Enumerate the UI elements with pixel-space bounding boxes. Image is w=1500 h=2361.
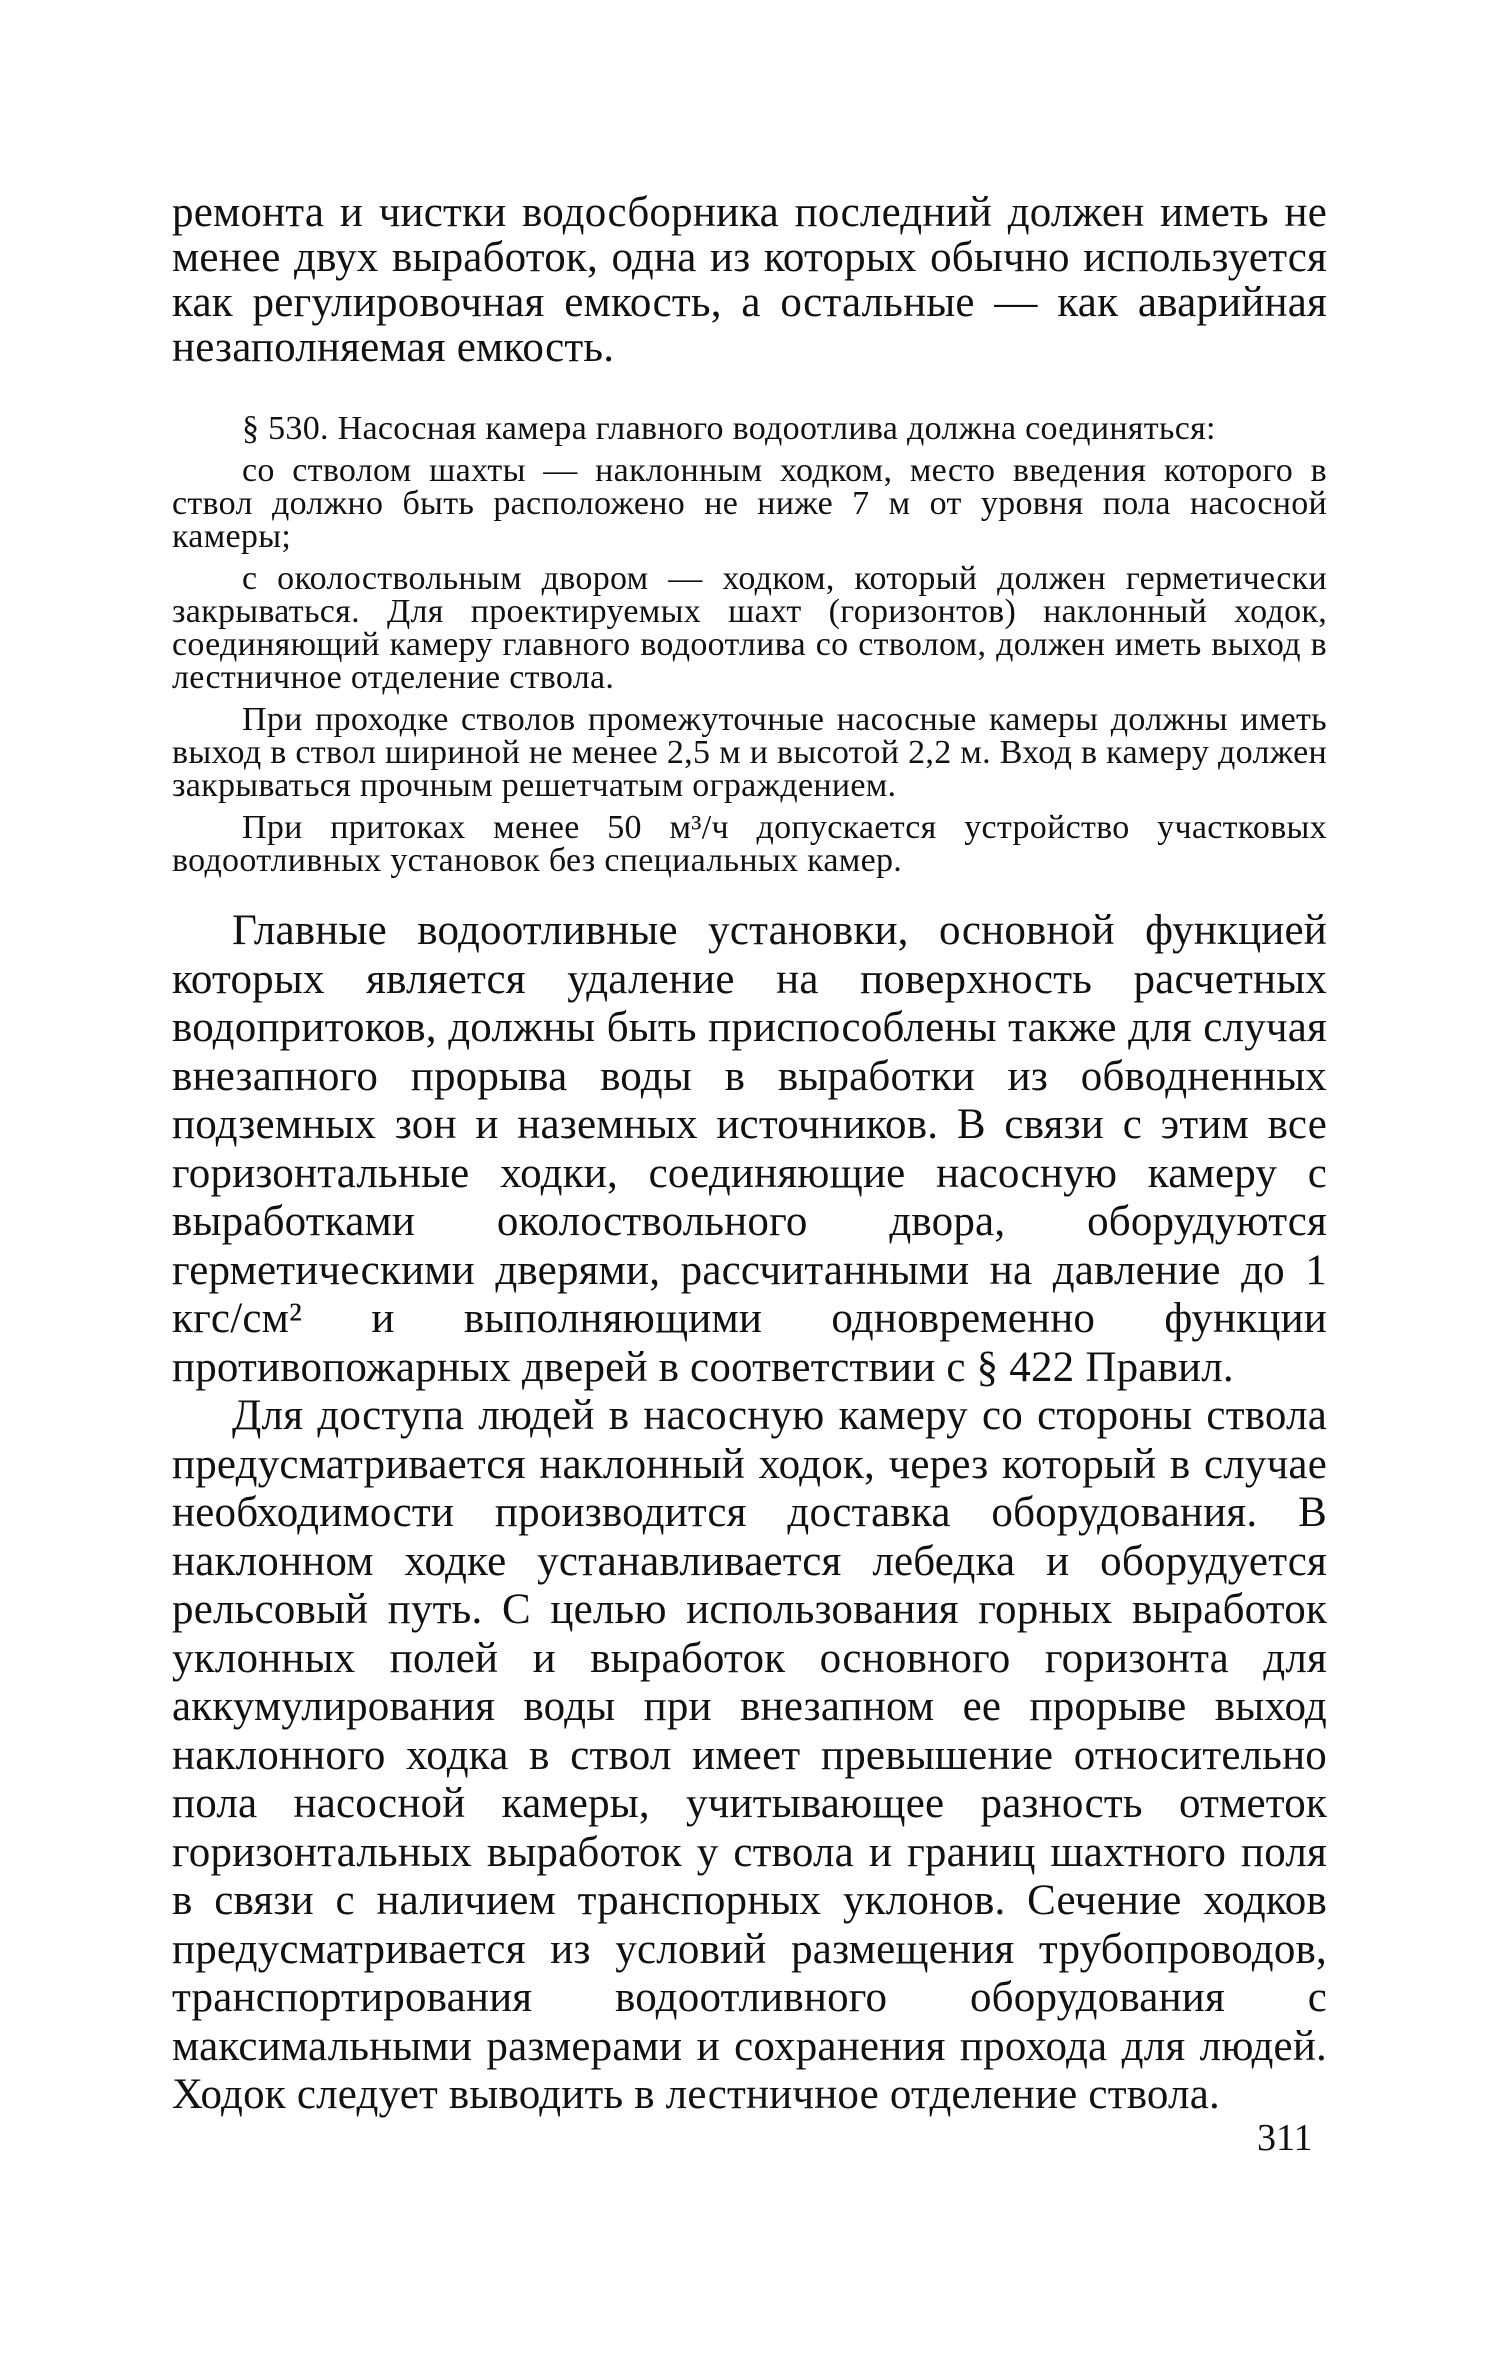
commentary — [172, 907, 1327, 2120]
commentary-paragraph: Для доступа людей в насосную камеру со стороны ствола предусматривается наклонный ходок, через который в случае необходимости производится доставка оборудования. В наклонном ходке устанавливается лебедка и оборудуется рельсовый путь. С целью использования горных выработок уклонных полей и выработок основного горизонта для аккумулирования воды при внезапном ее прорыве выход наклонного ходка в ствол имеет превышение относительно пола насосной камеры, учитывающее разность отметок горизонтальных выработок у ствола и границ шахтного поля в связи с наличием транспорных уклонов. Сечение ходков предусматривается из условий размещения трубопроводов, транспортирования водоотливного оборудования с максимальными размерами и сохранения прохода для людей. Ходок следует выводить в лестничное отделение ствола. — [172, 1392, 1327, 2118]
rule-item: со стволом шахты — наклонным ходком, место введения которого в ствол должно быть расположено не ниже 7 м от уровня пола насосной камеры; — [172, 452, 1327, 555]
rule-heading-paragraph: § 530. Насосная камера главного водоотлива должна соединяться: — [242, 410, 1216, 447]
page-number: 311 — [1257, 2117, 1313, 2159]
intro-paragraph: ремонта и чистки водосборника последний должен иметь не менее двух выработок, одна из которых обычно используется как регулировочная емкость, а остальные — как аварийная незаполняемая емкость. — [172, 189, 1327, 371]
page-content — [172, 190, 1327, 2120]
commentary-paragraph: Главные водоотливные установки, основной функцией которых является удаление на поверхность расчетных водопритоков, должны быть приспособлены также для случая внезапного прорыва воды в выработки из обводненных подземных зон и наземных источников. В связи с этим все горизонтальные ходки, соединяющие насосную камеру с выработками околоствольного двора, оборудуются герметическими дверями, рассчитанными на давление до 1 кгс/см² и выполняющими одновременно функции противопожарных дверей в соответствии с § 422 Правил. — [172, 907, 1327, 1391]
rule-530 — [172, 412, 1327, 877]
rule-item: При проходке стволов промежуточные насосные камеры должны иметь выход в ствол шириной не менее 2,5 м и высотой 2,2 м. Вход в камеру должен закрываться прочным решетчатым ограждением. — [172, 701, 1327, 804]
rule-item: с околоствольным двором — ходком, который должен герметически закрываться. Для проектируемых шахт (горизонтов) наклонный ходок, соединяющий камеру главного водоотлива со стволом, должен иметь выход в лестничное отделение ствола. — [172, 560, 1327, 696]
rule-item: При притоках менее 50 м³/ч допускается устройство участковых водоотливных установок без специальных камер. — [172, 809, 1327, 879]
